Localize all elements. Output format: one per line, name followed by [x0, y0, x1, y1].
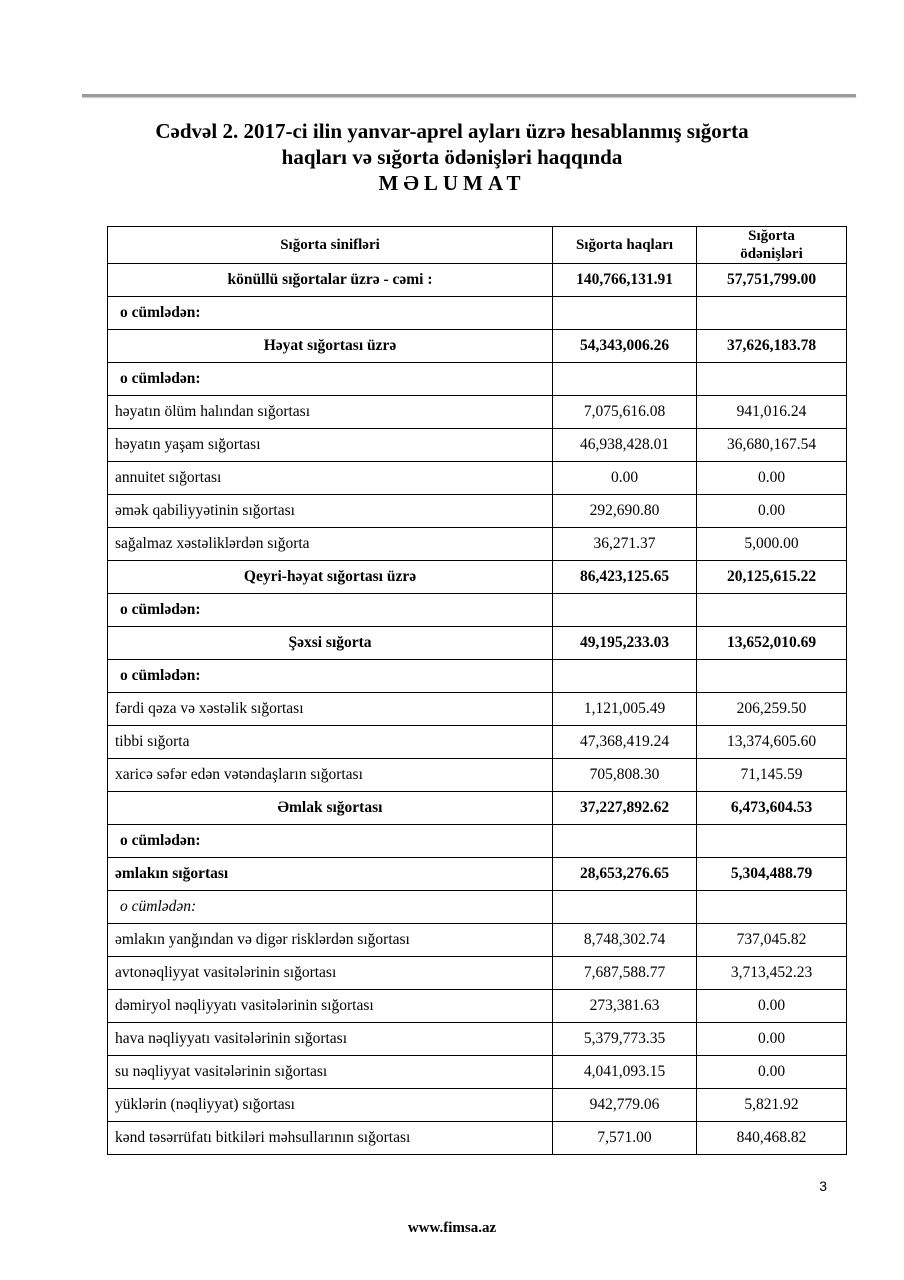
row-premiums: 37,227,892.62: [553, 792, 697, 825]
row-premiums: [553, 594, 697, 627]
table-row: [108, 858, 847, 891]
row-label: annuitet sığortası: [108, 462, 553, 495]
row-premiums: 273,381.63: [553, 990, 697, 1023]
row-premiums: 140,766,131.91: [553, 264, 697, 297]
header-payments-line-1: Sığorta: [748, 228, 795, 244]
row-premiums: 4,041,093.15: [553, 1056, 697, 1089]
row-label: hava nəqliyyatı vasitələrinin sığortası: [108, 1023, 553, 1056]
row-payments: 737,045.82: [697, 924, 847, 957]
title-line-1: Cədvəl 2. 2017-ci ilin yanvar-aprel ayları üzrə hesablanmış sığorta: [155, 119, 749, 143]
row-label: avtonəqliyyat vasitələrinin sığortası: [108, 957, 553, 990]
row-label: həyatın yaşam sığortası: [108, 429, 553, 462]
table-header-row: [108, 227, 847, 264]
table-row: [108, 693, 847, 726]
row-premiums: [553, 660, 697, 693]
row-premiums: 36,271.37: [553, 528, 697, 561]
header-classes: Sığorta sinifləri: [108, 227, 553, 264]
row-label: sağalmaz xəstəliklərdən sığorta: [108, 528, 553, 561]
row-label: dəmiryol nəqliyyatı vasitələrinin sığortası: [108, 990, 553, 1023]
table-row: [108, 594, 847, 627]
row-payments: [697, 825, 847, 858]
row-label: əmlakın sığortası: [108, 858, 553, 891]
row-payments: 36,680,167.54: [697, 429, 847, 462]
table-row: [108, 264, 847, 297]
row-payments: [697, 363, 847, 396]
row-label: o cümlədən:: [108, 891, 553, 924]
table-row: [108, 363, 847, 396]
insurance-table: [107, 226, 847, 1155]
row-label: həyatın ölüm halından sığortası: [108, 396, 553, 429]
document-title: [60, 118, 844, 196]
row-premiums: [553, 891, 697, 924]
row-label: o cümlədən:: [108, 660, 553, 693]
table-row: [108, 990, 847, 1023]
row-premiums: 8,748,302.74: [553, 924, 697, 957]
row-label: o cümlədən:: [108, 297, 553, 330]
table-row: [108, 429, 847, 462]
row-label: o cümlədən:: [108, 363, 553, 396]
table-row: [108, 891, 847, 924]
table-row: [108, 528, 847, 561]
row-label: əmək qabiliyyətinin sığortası: [108, 495, 553, 528]
row-premiums: 54,343,006.26: [553, 330, 697, 363]
table-row: [108, 495, 847, 528]
table-row: [108, 726, 847, 759]
row-premiums: 28,653,276.65: [553, 858, 697, 891]
row-payments: [697, 594, 847, 627]
row-premiums: 86,423,125.65: [553, 561, 697, 594]
row-premiums: 292,690.80: [553, 495, 697, 528]
row-premiums: 47,368,419.24: [553, 726, 697, 759]
table-row: [108, 957, 847, 990]
row-payments: 13,374,605.60: [697, 726, 847, 759]
table-row: [108, 759, 847, 792]
row-label: o cümlədən:: [108, 825, 553, 858]
row-premiums: [553, 363, 697, 396]
row-label: yüklərin (nəqliyyat) sığortası: [108, 1089, 553, 1122]
row-payments: 5,000.00: [697, 528, 847, 561]
row-premiums: 7,075,616.08: [553, 396, 697, 429]
row-payments: 0.00: [697, 495, 847, 528]
row-payments: 6,473,604.53: [697, 792, 847, 825]
row-premiums: 5,379,773.35: [553, 1023, 697, 1056]
row-payments: 840,468.82: [697, 1122, 847, 1155]
row-payments: 0.00: [697, 462, 847, 495]
row-premiums: 1,121,005.49: [553, 693, 697, 726]
row-label: Qeyri-həyat sığortası üzrə: [108, 561, 553, 594]
row-payments: 37,626,183.78: [697, 330, 847, 363]
table-row: [108, 561, 847, 594]
footer-url: www.fimsa.az: [407, 1220, 497, 1236]
header-premiums: Sığorta haqları: [553, 227, 697, 264]
table-row: [108, 330, 847, 363]
row-payments: [697, 891, 847, 924]
row-payments: 0.00: [697, 990, 847, 1023]
row-payments: [697, 297, 847, 330]
header-payments: [697, 227, 847, 264]
row-premiums: 7,687,588.77: [553, 957, 697, 990]
header-payments-line-2: ödənişləri: [740, 246, 803, 262]
table-row: [108, 1122, 847, 1155]
row-premiums: 46,938,428.01: [553, 429, 697, 462]
row-payments: 941,016.24: [697, 396, 847, 429]
table-row: [108, 297, 847, 330]
page-number: 3: [819, 1178, 827, 1194]
row-label: su nəqliyyat vasitələrinin sığortası: [108, 1056, 553, 1089]
top-divider: [82, 94, 856, 97]
table-row: [108, 825, 847, 858]
table-row: [108, 924, 847, 957]
table-row: [108, 1089, 847, 1122]
row-label: Şəxsi sığorta: [108, 627, 553, 660]
row-label: o cümlədən:: [108, 594, 553, 627]
row-label: əmlakın yanğından və digər risklərdən sığortası: [108, 924, 553, 957]
row-premiums: 942,779.06: [553, 1089, 697, 1122]
table-row: [108, 660, 847, 693]
table-row: [108, 462, 847, 495]
row-payments: 0.00: [697, 1056, 847, 1089]
row-premiums: 0.00: [553, 462, 697, 495]
table-row: [108, 1056, 847, 1089]
row-payments: 13,652,010.69: [697, 627, 847, 660]
row-payments: 5,821.92: [697, 1089, 847, 1122]
table-row: [108, 627, 847, 660]
row-payments: 5,304,488.79: [697, 858, 847, 891]
row-payments: 57,751,799.00: [697, 264, 847, 297]
row-payments: [697, 660, 847, 693]
row-label: Həyat sığortası üzrə: [108, 330, 553, 363]
table-row: [108, 1023, 847, 1056]
row-premiums: [553, 825, 697, 858]
table-row: [108, 396, 847, 429]
row-label: fərdi qəza və xəstəlik sığortası: [108, 693, 553, 726]
row-premiums: [553, 297, 697, 330]
row-label: Əmlak sığortası: [108, 792, 553, 825]
title-line-2: haqları və sığorta ödənişləri haqqında: [281, 145, 623, 169]
table-row: [108, 792, 847, 825]
row-payments: 0.00: [697, 1023, 847, 1056]
row-premiums: 705,808.30: [553, 759, 697, 792]
row-label: kənd təsərrüfatı bitkiləri məhsullarının sığortası: [108, 1122, 553, 1155]
title-line-3: MƏLUMAT: [378, 171, 526, 195]
row-label: könüllü sığortalar üzrə - cəmi :: [108, 264, 553, 297]
row-payments: 71,145.59: [697, 759, 847, 792]
row-label: tibbi sığorta: [108, 726, 553, 759]
row-premiums: 49,195,233.03: [553, 627, 697, 660]
row-label: xaricə səfər edən vətəndaşların sığortası: [108, 759, 553, 792]
row-payments: 3,713,452.23: [697, 957, 847, 990]
row-premiums: 7,571.00: [553, 1122, 697, 1155]
row-payments: 206,259.50: [697, 693, 847, 726]
row-payments: 20,125,615.22: [697, 561, 847, 594]
